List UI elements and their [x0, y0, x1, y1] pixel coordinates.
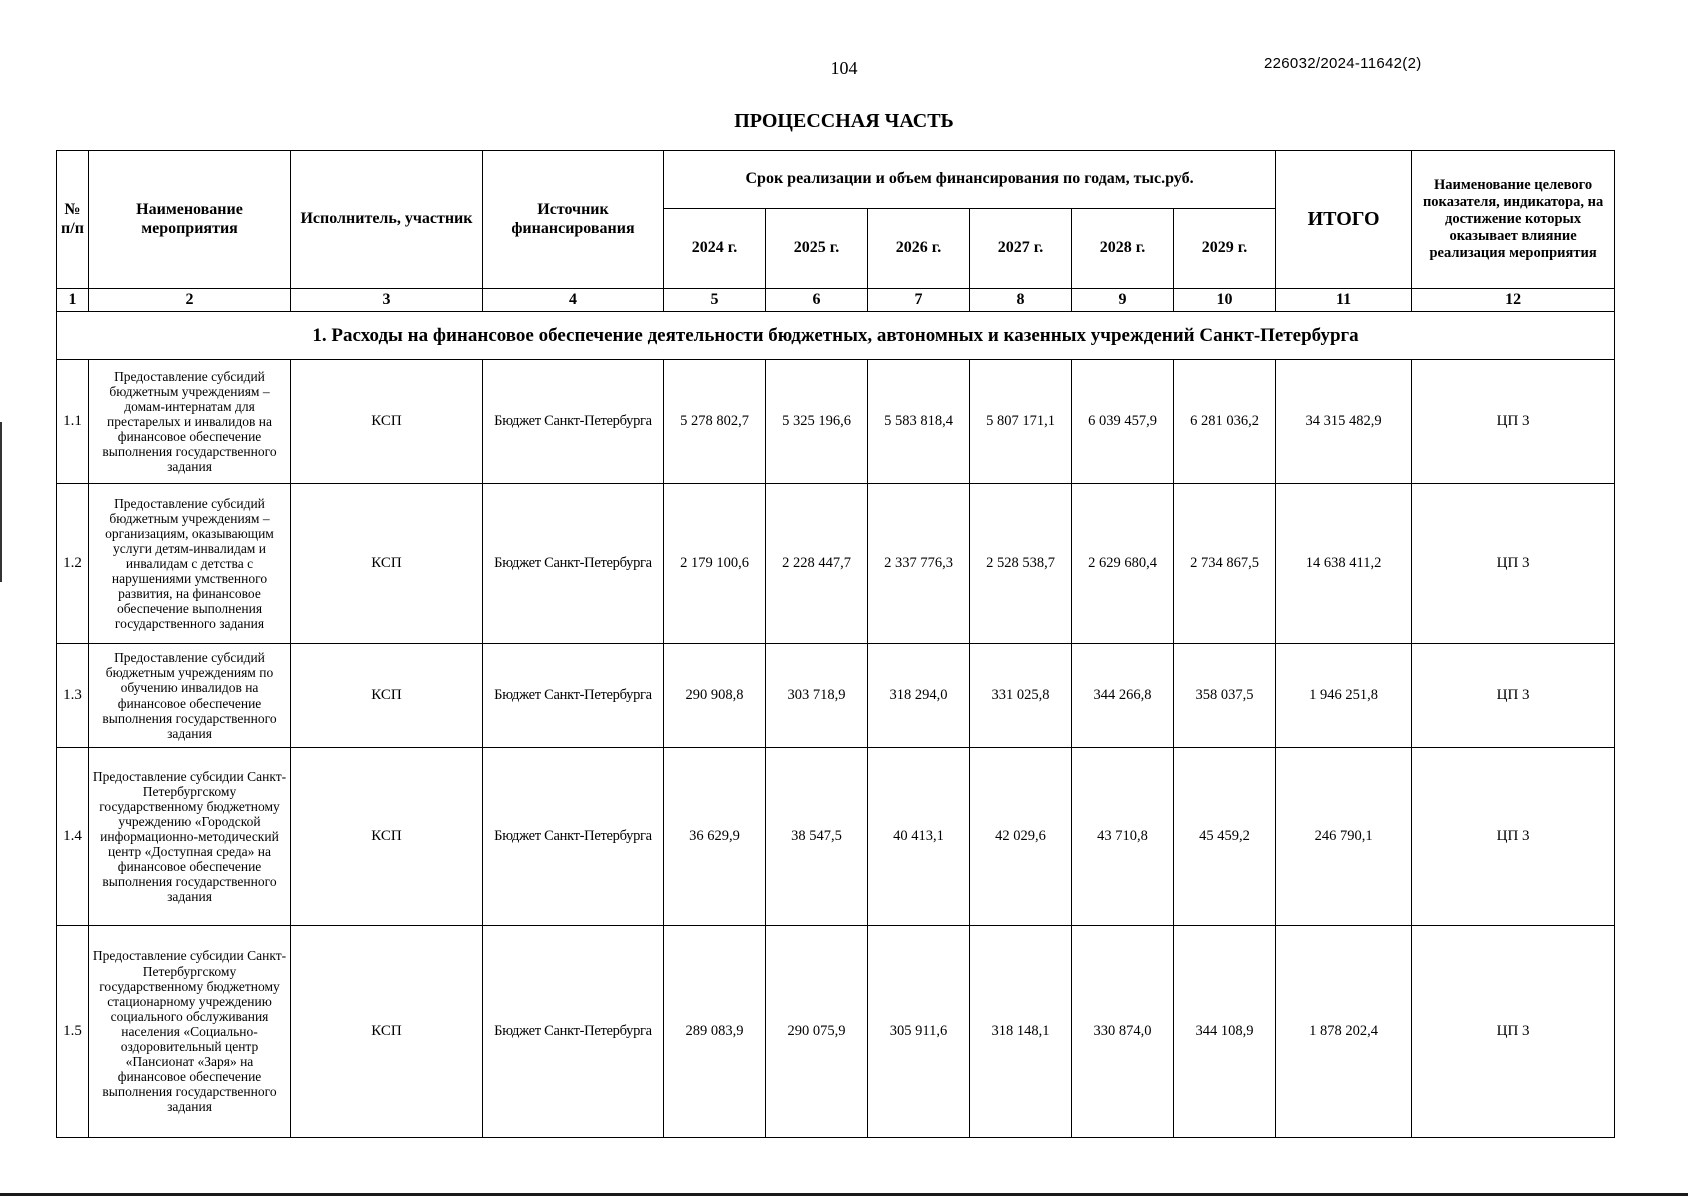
row-total: 246 790,1	[1276, 748, 1412, 926]
column-number: 12	[1412, 289, 1615, 312]
year-value: 43 710,8	[1072, 748, 1174, 926]
header-period: Срок реализации и объем финансирования по годам, тыс.руб.	[664, 151, 1276, 209]
row-total: 1 946 251,8	[1276, 644, 1412, 748]
column-number-row	[57, 289, 1615, 312]
table-row	[57, 360, 1615, 484]
column-number: 8	[970, 289, 1072, 312]
row-number: 1.4	[57, 748, 89, 926]
funding-source: Бюджет Санкт-Петербурга	[483, 644, 664, 748]
year-value: 2 734 867,5	[1174, 484, 1276, 644]
year-value: 358 037,5	[1174, 644, 1276, 748]
table-row	[57, 748, 1615, 926]
header-year: 2028 г.	[1072, 209, 1174, 289]
year-value: 344 266,8	[1072, 644, 1174, 748]
executor: КСП	[291, 644, 483, 748]
executor: КСП	[291, 360, 483, 484]
year-value: 6 039 457,9	[1072, 360, 1174, 484]
column-number: 4	[483, 289, 664, 312]
executor: КСП	[291, 484, 483, 644]
year-value: 289 083,9	[664, 926, 766, 1138]
year-value: 42 029,6	[970, 748, 1072, 926]
page-title: ПРОЦЕССНАЯ ЧАСТЬ	[734, 110, 954, 132]
header-executor: Исполнитель, участник	[291, 151, 483, 289]
column-number: 2	[89, 289, 291, 312]
header-num: № п/п	[57, 151, 89, 289]
header-source: Источник финансирования	[483, 151, 664, 289]
target-indicator: ЦП 3	[1412, 748, 1615, 926]
year-value: 2 337 776,3	[868, 484, 970, 644]
year-value: 305 911,6	[868, 926, 970, 1138]
section-title: 1. Расходы на финансовое обеспечение деятельности бюджетных, автономных и казенных учреждений Санкт-Петербурга	[57, 312, 1615, 360]
activity-name: Предоставление субсидии Санкт-Петербургскому государственному бюджетному стационарному учреждению социального обслуживания населения «Социально-оздоровительный центр «Пансионат «Заря» на финансовое обеспечение выполнения государственного задания	[89, 926, 291, 1138]
header-target: Наименование целевого показателя, индикатора, на достижение которых оказывает влияние реализация мероприятия	[1412, 151, 1615, 289]
header-year: 2029 г.	[1174, 209, 1276, 289]
target-indicator: ЦП 3	[1412, 484, 1615, 644]
financing-table	[56, 150, 1615, 1138]
year-value: 6 281 036,2	[1174, 360, 1276, 484]
column-number: 6	[766, 289, 868, 312]
row-total: 1 878 202,4	[1276, 926, 1412, 1138]
row-number: 1.1	[57, 360, 89, 484]
target-indicator: ЦП 3	[1412, 926, 1615, 1138]
year-value: 36 629,9	[664, 748, 766, 926]
target-indicator: ЦП 3	[1412, 644, 1615, 748]
column-number: 7	[868, 289, 970, 312]
executor: КСП	[291, 748, 483, 926]
column-number: 1	[57, 289, 89, 312]
year-value: 318 148,1	[970, 926, 1072, 1138]
section-row	[57, 312, 1615, 360]
year-value: 290 075,9	[766, 926, 868, 1138]
document-id: 226032/2024-11642(2)	[1264, 55, 1422, 72]
column-number: 5	[664, 289, 766, 312]
header-year: 2025 г.	[766, 209, 868, 289]
header-year: 2026 г.	[868, 209, 970, 289]
column-number: 3	[291, 289, 483, 312]
year-value: 2 228 447,7	[766, 484, 868, 644]
header-year: 2024 г.	[664, 209, 766, 289]
table-row	[57, 644, 1615, 748]
executor: КСП	[291, 926, 483, 1138]
activity-name: Предоставление субсидий бюджетным учреждениям – организациям, оказывающим услуги детям-инвалидам и инвалидам с детства с нарушениями умственного развития, на финансовое обеспечение выполнения государственного задания	[89, 484, 291, 644]
activity-name: Предоставление субсидии Санкт-Петербургскому государственному бюджетному учреждению «Городской информационно-методический центр «Доступная среда» на финансовое обеспечение выполнения государственного задания	[89, 748, 291, 926]
year-value: 303 718,9	[766, 644, 868, 748]
header-year: 2027 г.	[970, 209, 1072, 289]
table-row	[57, 926, 1615, 1138]
funding-source: Бюджет Санкт-Петербурга	[483, 360, 664, 484]
year-value: 40 413,1	[868, 748, 970, 926]
year-value: 2 528 538,7	[970, 484, 1072, 644]
year-value: 5 278 802,7	[664, 360, 766, 484]
column-number: 10	[1174, 289, 1276, 312]
activity-name: Предоставление субсидий бюджетным учреждениям – домам-интернатам для престарелых и инвалидов на финансовое обеспечение выполнения государственного задания	[89, 360, 291, 484]
year-value: 5 325 196,6	[766, 360, 868, 484]
target-indicator: ЦП 3	[1412, 360, 1615, 484]
header-name: Наименование мероприятия	[89, 151, 291, 289]
year-value: 5 807 171,1	[970, 360, 1072, 484]
row-number: 1.3	[57, 644, 89, 748]
year-value: 330 874,0	[1072, 926, 1174, 1138]
year-value: 290 908,8	[664, 644, 766, 748]
year-value: 344 108,9	[1174, 926, 1276, 1138]
scan-bottom-line	[0, 1193, 1688, 1196]
row-number: 1.2	[57, 484, 89, 644]
year-value: 5 583 818,4	[868, 360, 970, 484]
year-value: 2 629 680,4	[1072, 484, 1174, 644]
year-value: 2 179 100,6	[664, 484, 766, 644]
header-total: ИТОГО	[1276, 151, 1412, 289]
scan-edge-mark	[0, 422, 2, 582]
row-total: 14 638 411,2	[1276, 484, 1412, 644]
funding-source: Бюджет Санкт-Петербурга	[483, 926, 664, 1138]
row-total: 34 315 482,9	[1276, 360, 1412, 484]
table-row	[57, 484, 1615, 644]
column-number: 11	[1276, 289, 1412, 312]
year-value: 331 025,8	[970, 644, 1072, 748]
page-number: 104	[830, 58, 858, 78]
year-value: 45 459,2	[1174, 748, 1276, 926]
column-number: 9	[1072, 289, 1174, 312]
activity-name: Предоставление субсидий бюджетным учреждениям по обучению инвалидов на финансовое обеспечение выполнения государственного задания	[89, 644, 291, 748]
funding-source: Бюджет Санкт-Петербурга	[483, 484, 664, 644]
row-number: 1.5	[57, 926, 89, 1138]
year-value: 318 294,0	[868, 644, 970, 748]
funding-source: Бюджет Санкт-Петербурга	[483, 748, 664, 926]
year-value: 38 547,5	[766, 748, 868, 926]
